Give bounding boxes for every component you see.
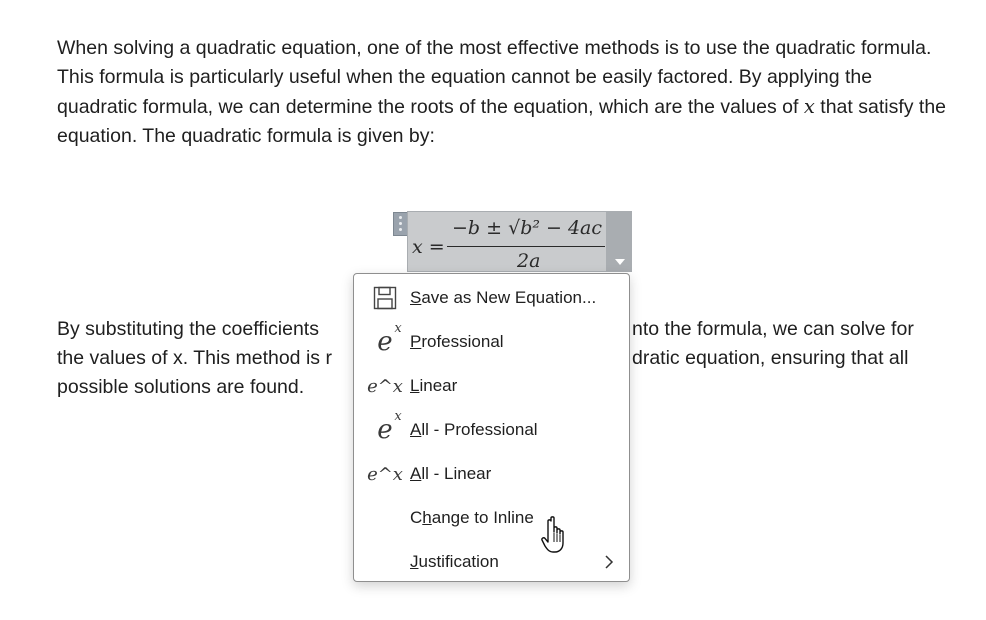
menu-item-label: Linear (410, 376, 458, 395)
paragraph-result-line1-left: By substituting the coefficients (57, 318, 319, 340)
paragraph-result-line1-right: nto the formula, we can solve for (632, 318, 914, 340)
paragraph-result-line2-right: dratic equation, ensuring that all (632, 347, 909, 369)
paragraph-intro-text-b: that satisfy the equation. The quadratic formula is given by: (57, 96, 947, 147)
menu-item-label: All - Linear (410, 464, 492, 483)
menu-item-label: All - Professional (410, 420, 538, 439)
professional-format-icon: e x (377, 321, 402, 357)
menu-item-justification[interactable] (354, 540, 629, 584)
menu-item-label: Change to Inline (410, 508, 534, 527)
equation-denominator: 2a (517, 250, 541, 272)
equation-lhs: x = (412, 236, 445, 258)
paragraph-result-line3: possible solutions are found. (57, 376, 305, 398)
menu-item-professional[interactable] (354, 320, 629, 364)
paragraph-intro-text-a: When solving a quadratic equation, one of the most effective methods is to use the quadratic formula. This formula is particularly useful when the equation cannot be easily factored. By applying the quadratic formula, we can determine the roots of the equation, which are the values of (57, 37, 932, 118)
menu-item-label: Justification (410, 552, 499, 571)
equation-numerator: −b ± √b² − 4ac (452, 217, 603, 239)
menu-item-all-professional[interactable] (354, 408, 629, 452)
paragraph-intro (57, 34, 957, 151)
equation-options-dropdown-button[interactable] (607, 211, 632, 272)
paragraph-result-line2-left: the values of x. This method is r (57, 347, 332, 369)
menu-item-all-linear[interactable] (354, 452, 629, 496)
dropdown-arrow-icon (615, 259, 625, 265)
menu-item-linear[interactable] (354, 364, 629, 408)
fraction-bar (447, 246, 605, 247)
linear-format-icon: e^x (367, 375, 403, 397)
chevron-right-icon (603, 552, 615, 572)
menu-item-save-as-new-equation[interactable] (354, 276, 629, 320)
linear-format-icon: e^x (367, 463, 403, 485)
menu-item-change-to-inline[interactable] (354, 496, 629, 540)
save-equation-icon (369, 282, 401, 314)
professional-format-icon: e x (377, 409, 402, 445)
hand-pointer-cursor-icon (541, 515, 573, 557)
variable-x: x (803, 95, 815, 118)
equation-context-menu (353, 273, 630, 582)
menu-item-label: Save as New Equation... (410, 288, 597, 307)
menu-item-label: Professional (410, 332, 504, 351)
